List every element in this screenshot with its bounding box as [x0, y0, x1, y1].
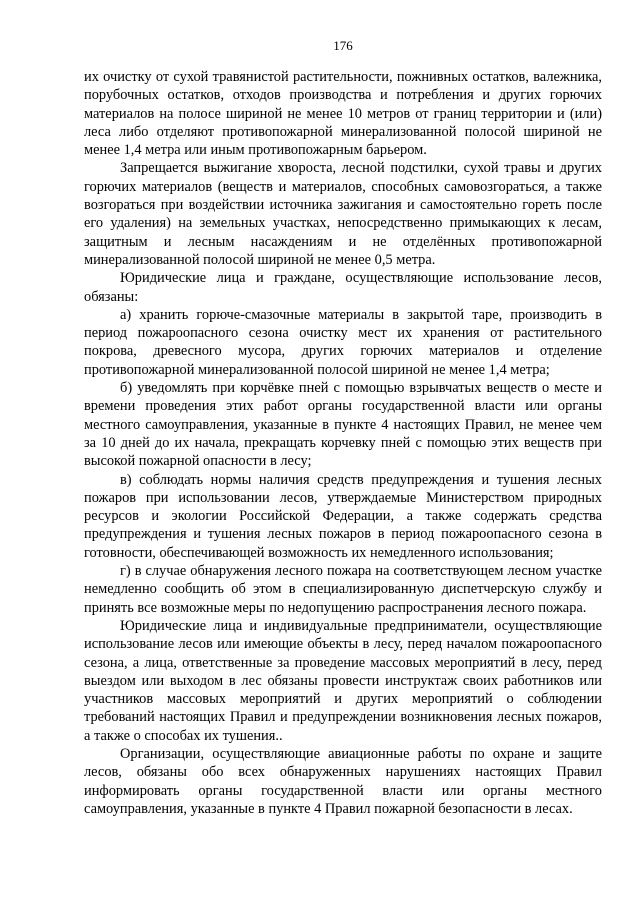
list-item-a: а) хранить горюче-смазочные материалы в закрытой таре, производить в период пожароопасного сезона очистку мест их хранения от растительного покрова, древесного мусора, других горючих материалов и отделение противопожарной минерализованной полосой шириной не менее 1,4 метра; [84, 306, 602, 378]
list-item-v: в) соблюдать нормы наличия средств предупреждения и тушения лесных пожаров при использовании лесов, утверждаемые Министерством природных ресурсов и экологии Российской Федерации, а также содержать средства предупреждения и тушения лесных пожаров в период пожароопасного сезона в готовности, обеспечивающей возможность их немедленного использования; [84, 471, 602, 561]
paragraph-instruction: Юридические лица и индивидуальные предприниматели, осуществляющие использование лесов или имеющие объекты в лесу, перед началом пожароопасного сезона, а лица, ответственные за проведение массовых мероприятий в лесу, перед выездом или выходом в лес обязаны провести инструктаж своих работников или участников массовых мероприятий и других мероприятий о соблюдении требований настоящих Правил и предупреждении возникновения лесных пожаров, а также о способах их тушения.. [84, 617, 602, 744]
paragraph-burning-prohibition: Запрещается выжигание хвороста, лесной подстилки, сухой травы и других горючих материалов (веществ и материалов, способных самовозгораться, а также возгораться при воздействии источника зажигания и самостоятельно гореть после его удаления) на земельных участках, непосредственно примыкающих к лесам, защитным и лесным насаждениям и не отделённых противопожарной минерализованной полосой шириной не менее 0,5 метра. [84, 160, 602, 268]
list-item-g: г) в случае обнаружения лесного пожара на соответствующем лесном участке немедленно сообщить об этом в специализированную диспетчерскую службу и принять все возможные меры по недопущению распространения лесного пожара. [84, 563, 602, 616]
list-item-b: б) уведомлять при корчёвке пней с помощью взрывчатых веществ о месте и времени проведения этих работ органы государственной власти или органы местного самоуправления, указанные в пункте 4 настоящих Правил, не менее чем за 10 дней до их начала, прекращать корчевку пней с помощью этих веществ при высокой пожарной опасности в лесу; [84, 380, 602, 470]
page-number: 176 [333, 38, 353, 53]
paragraph-continuation: их очистку от сухой травянистой растительности, пожнивных остатков, валежника, порубочных остатков, отходов производства и потребления и других горючих материалов на полосе шириной не менее 10 метров от границ территории и (или) леса либо отделяют противопожарной минерализованной полосой шириной не менее 1,4 метра или иным противопожарным барьером. [84, 69, 602, 159]
paragraph-aviation: Организации, осуществляющие авиационные работы по охране и защите лесов, обязаны обо всех обнаруженных нарушениях настоящих Правил информировать органы государственной власти или органы местного самоуправления, указанные в пункте 4 Правил пожарной безопасности в лесах. [84, 745, 602, 817]
paragraph-obligations-intro: Юридические лица и граждане, осуществляющие использование лесов, обязаны: [84, 270, 602, 305]
document-body [84, 68, 602, 818]
